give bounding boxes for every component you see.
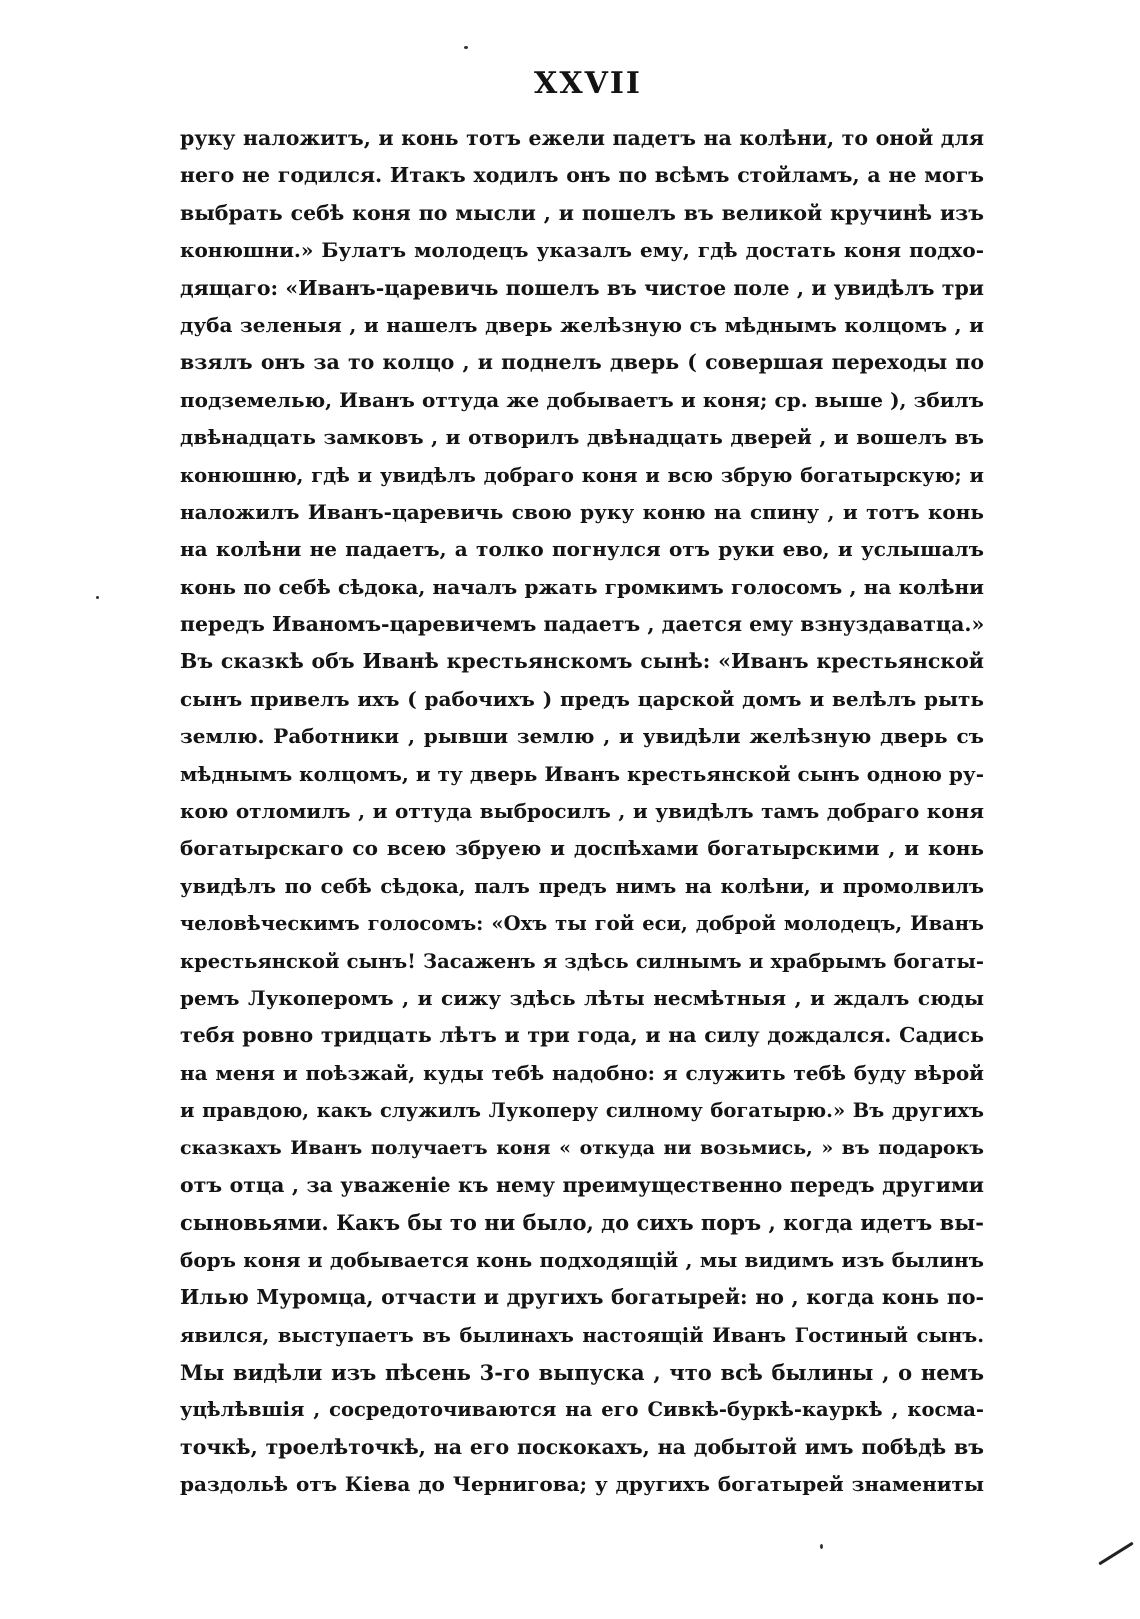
text-line: Въ сказкѣ объ Иванѣ крестьянскомъ сынѣ: «Иванъ крестьянской	[180, 649, 984, 674]
scan-speck	[96, 596, 99, 599]
text-line: сказкахъ Иванъ получаетъ коня « откуда ни возьмись, » въ подарокъ	[180, 1136, 984, 1159]
text-line: выбрать себѣ коня по мысли , и пошелъ въ великой кручинѣ изъ	[180, 200, 984, 225]
text-line: конь по себѣ сѣдока, началъ ржать громкимъ голосомъ , на колѣни	[180, 574, 984, 599]
text-line: взялъ онъ за то колцо , и поднелъ дверь ( совершая переходы по	[180, 350, 984, 375]
text-line: боръ коня и добывается конь подходящій , мы видимъ изъ былинъ	[180, 1247, 984, 1272]
text-line: явился, выступаетъ въ былинахъ настоящій Иванъ Гостиный сынъ.	[180, 1323, 984, 1347]
text-line: крестьянской сынъ! Засаженъ я здѣсь силнымъ и храбрымъ богаты-	[180, 949, 984, 973]
text-line: и правдою, какъ служилъ Лукоперу силному богатырю.» Въ другихъ	[180, 1099, 984, 1123]
text-line: человѣческимъ голосомъ: «Охъ ты гой еси, доброй молодецъ, Иванъ	[180, 912, 984, 936]
text-line: отъ отца , за уваженіе къ нему преимущественно передъ другими	[180, 1172, 984, 1197]
text-line: на меня и поѣзжай, куды тебѣ надобно: я служить тебѣ буду вѣрой	[180, 1060, 984, 1085]
text-line: Мы видѣли изъ пѣсень 3-го выпуска , что всѣ былины , о немъ	[180, 1359, 984, 1385]
body-text	[180, 120, 984, 1503]
text-line: конюшни.» Булатъ молодецъ указалъ ему, гдѣ достать коня подхо-	[180, 238, 984, 263]
text-line: дящаго: «Иванъ-царевичь пошелъ въ чистое поле , и увидѣлъ три	[180, 275, 984, 300]
text-line: ремъ Лукоперомъ , и сижу здѣсь лѣты несмѣтныя , и ждалъ сюды	[180, 985, 984, 1010]
text-line: передъ Иваномъ-царевичемъ падаетъ , дается ему взнуздаватца.»	[180, 612, 985, 637]
scan-stroke-mark	[1098, 1542, 1134, 1566]
text-line: него не годился. Итакъ ходилъ онъ по всѣмъ стойламъ, а не могъ	[180, 163, 984, 188]
text-line: руку наложитъ, и конь тотъ ежели падетъ на колѣни, то оной для	[180, 126, 984, 150]
text-line: тебя ровно тридцать лѣтъ и три года, и на силу дождался. Садись	[180, 1023, 984, 1048]
text-line: уцѣлѣвшія , сосредоточиваются на его Сивкѣ-буркѣ-кауркѣ , косма-	[180, 1398, 984, 1422]
text-line: землю. Работники , рывши землю , и увидѣли желѣзную дверь съ	[180, 724, 984, 749]
text-line: на колѣни не падаетъ, а толко погнулся отъ руки ево, и услышалъ	[180, 537, 984, 562]
text-line: подземелью, Иванъ оттуда же добываетъ и коня; ср. выше ), збилъ	[180, 387, 984, 412]
text-line: наложилъ Иванъ-царевичь свою руку коню на спину , и тотъ конь	[180, 499, 984, 524]
text-line: Илью Муромца, отчасти и другихъ богатырей: но , когда конь по-	[180, 1285, 984, 1310]
text-line: конюшню, гдѣ и увидѣлъ добраго коня и всю збрую богатырскую; и	[180, 463, 984, 487]
text-line: точкѣ, троелѣточкѣ, на его поскокахъ, на добытой имъ побѣдѣ въ	[180, 1434, 984, 1459]
text-line: двѣнадцать замковъ , и отворилъ двѣнадцать дверей , и вошелъ въ	[180, 425, 984, 450]
scan-speck	[820, 1544, 823, 1549]
text-line: сынъ привелъ ихъ ( рабочихъ ) предъ царской домъ и велѣлъ рыть	[180, 686, 984, 711]
scan-speck	[464, 46, 468, 49]
text-line: раздольѣ отъ Кіева до Чернигова; у другихъ богатырей знамениты	[180, 1472, 984, 1497]
text-line: богатырскаго со всею збруею и доспѣхами богатырскими , и конь	[180, 836, 984, 861]
page-number: XXVII	[534, 66, 642, 101]
text-line: мѣднымъ колцомъ, и ту дверь Иванъ крестьянской сынъ одною ру-	[180, 761, 984, 786]
text-line: сыновьями. Какъ бы то ни было, до сихъ поръ , когда идетъ вы-	[180, 1210, 984, 1236]
text-line: увидѣлъ по себѣ сѣдока, палъ предъ нимъ на колѣни, и промолвилъ	[180, 874, 984, 898]
text-line: дуба зеленыя , и нашелъ дверь желѣзную съ мѣднымъ колцомъ , и	[180, 312, 984, 337]
text-line: кою отломилъ , и оттуда выбросилъ , и увидѣлъ тамъ добраго коня	[180, 799, 984, 824]
